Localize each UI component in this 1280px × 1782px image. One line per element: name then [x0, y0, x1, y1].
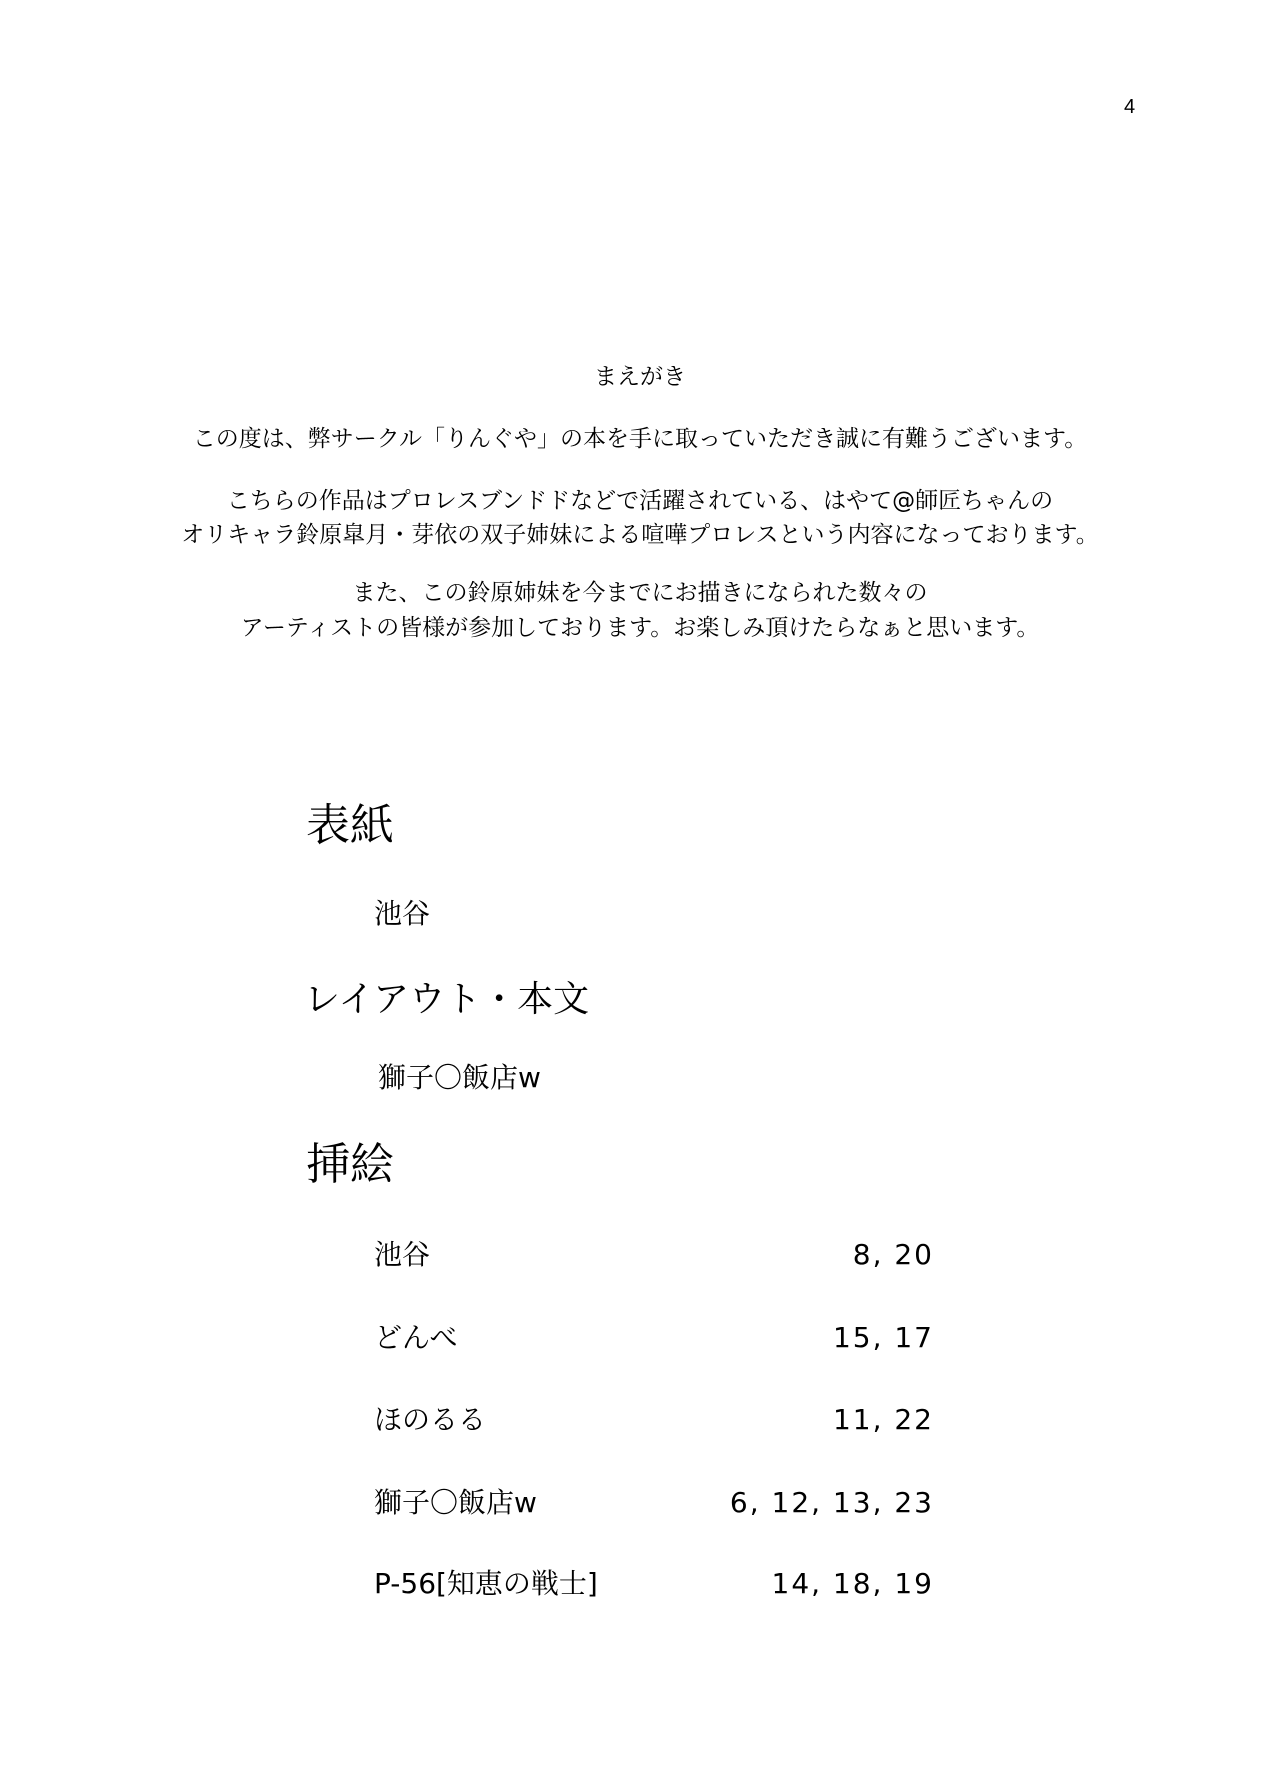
page-number: 4: [1124, 96, 1136, 118]
cover-heading: 表紙: [306, 800, 394, 851]
preface-line: また、この鈴原姉妹を今までにお描きになられた数々の: [352, 580, 928, 606]
illustrator-name: どんべ: [374, 1321, 458, 1354]
illustrator-pages: 8, 20: [852, 1238, 934, 1271]
layout-artist: 獅子〇飯店w: [378, 1061, 541, 1094]
illustrator-name: ほのるる: [374, 1403, 487, 1436]
illustrator-pages: 6, 12, 13, 23: [729, 1486, 934, 1519]
preface-line: この度は、弊サークル「りんぐや」の本を手に取っていただき誠に有難うございます。: [192, 426, 1088, 452]
cover-artist: 池谷: [374, 897, 431, 930]
layout-heading: レイアウト・本文: [304, 979, 590, 1020]
preface-line: アーティストの皆様が参加しております。お楽しみ頂けたらなぁと思います。: [240, 615, 1040, 641]
illustrations-heading: 挿絵: [306, 1139, 394, 1190]
illustrator-name: 獅子〇飯店w: [374, 1486, 537, 1519]
preface-line: こちらの作品はプロレスブンドドなどで活躍されている、はやて@師匠ちゃんの: [226, 488, 1054, 514]
illustrator-pages: 14, 18, 19: [771, 1567, 934, 1600]
preface-line: オリキャラ鈴原皐月・芽依の双子姉妹による喧嘩プロレスという内容になっております。: [181, 522, 1099, 548]
illustrator-pages: 11, 22: [832, 1403, 934, 1436]
preface-title: まえがき: [594, 364, 686, 390]
illustrator-name: 池谷: [374, 1238, 431, 1271]
illustrator-name: P-56[知恵の戦士]: [374, 1567, 598, 1600]
illustrator-pages: 15, 17: [832, 1321, 934, 1354]
